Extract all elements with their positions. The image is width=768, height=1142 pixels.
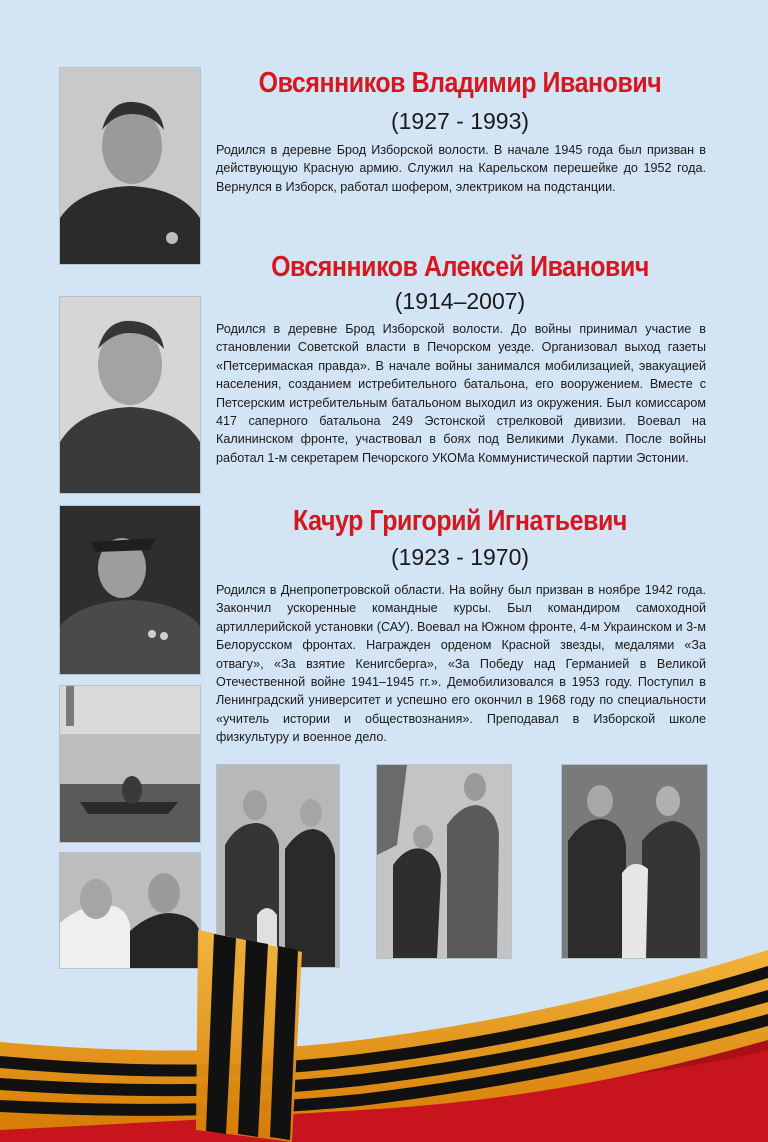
name-kachur: Качур Григорий Игнатьевич	[293, 505, 627, 537]
portrait-aleksei	[60, 297, 200, 493]
bio-aleksei: Родился в деревне Брод Изборской волости. До войны принимал участие в становлении Советской власти в Печорском уезде. Организовал выход газеты «Петсеримаская правда». В начале войны занимался мобилизацией, эвакуацией населения, созданием истребительного батальона, его вооружением. Вместе с Петсерским истребительным батальоном выходил из окружения. Был комиссаром 417 саперного батальона 249 Эстонской стрелковой дивизии. Воевал на Калининском фронте, участвовал в боях под Великими Луками. После войны работал 1-м секретарем Печорского УКОМа Коммунистической партии Эстонии.	[216, 322, 706, 465]
years-aleksei: (1914–2007)	[394, 288, 526, 314]
name-vladimir: Овсянников Владимир Иванович	[258, 67, 662, 99]
portrait-vladimir	[60, 68, 200, 264]
st-george-ribbon	[0, 930, 768, 1142]
portrait-kachur	[60, 506, 200, 674]
bio-kachur: Родился в Днепропетровской области. На войну был призван в ноябре 1942 года. Закончил ускоренные командные курсы. Был командиром самоходной артиллерийской установки (САУ). Воевал на Южном фронте, 4-м Украинском и 3-м Белорусском фронтах. Награжден орденом Красной звезды, медалями «За отвагу», «За взятие Кенигсберга», «За Победу над Германией в Великой Отечественной войне 1941–1945 гг.». Демобилизовался в 1953 году. Поступил в Ленинградский университет и успешно его окончил в 1968 году по специальности «учитель истории и обществознания». Преподавал в Изборской школе физкультуру и военное дело.	[216, 583, 706, 745]
years-kachur: (1923 - 1970)	[390, 544, 530, 570]
years-vladimir: (1927 - 1993)	[390, 108, 530, 134]
photo-boat-river	[60, 686, 200, 842]
bio-vladimir: Родился в деревне Брод Изборской волости. В начале 1945 года был призван в действующую Красную армию. Служил на Карельском перешейке до 1952 года. Вернулся в Изборск, работал шофером, электриком на подстанции.	[216, 143, 706, 194]
name-aleksei: Овсянников Алексей Иванович	[271, 251, 649, 283]
